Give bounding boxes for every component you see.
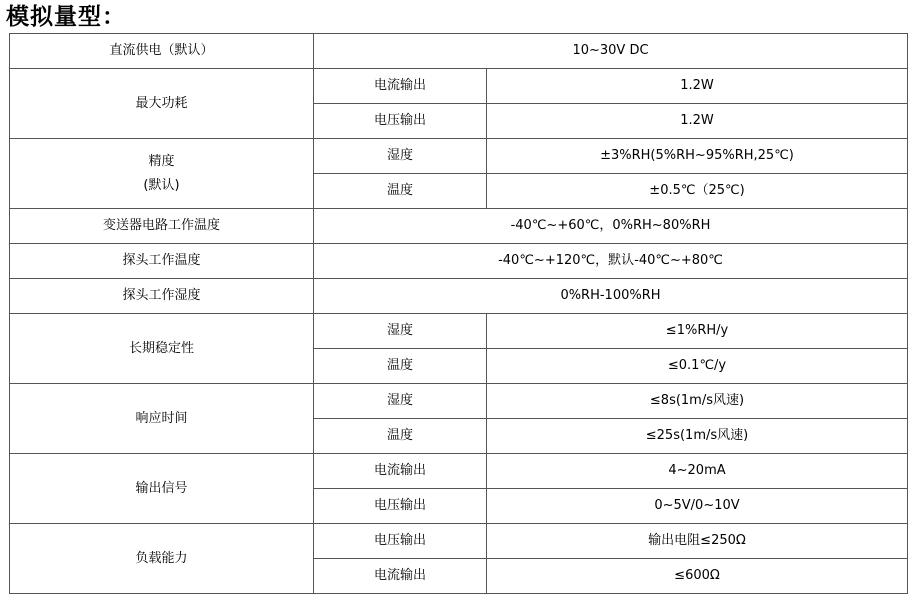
table-row-probe-humidity: [10, 279, 908, 314]
response-humidity-value: ≤8s(1m/s风速): [487, 384, 908, 419]
power-supply-label: 直流供电（默认）: [10, 34, 314, 69]
page-title: 模拟量型：: [6, 4, 126, 30]
probe-temp-value: -40℃~+120℃，默认-40℃~+80℃: [314, 244, 908, 279]
load-current-value: ≤600Ω: [487, 559, 908, 594]
accuracy-humidity-value: ±3%RH(5%RH~95%RH,25℃): [487, 139, 908, 174]
table-row-load-voltage: [10, 524, 908, 559]
load-label: 负载能力: [10, 524, 314, 594]
table-row-max-power-current: [10, 69, 908, 104]
table-row-output-current: [10, 454, 908, 489]
max-power-label: 最大功耗: [10, 69, 314, 139]
stability-temperature-value: ≤0.1℃/y: [487, 349, 908, 384]
probe-humidity-value: 0%RH-100%RH: [314, 279, 908, 314]
table-row-probe-temp: [10, 244, 908, 279]
response-humidity-label: 湿度: [314, 384, 487, 419]
table-row-response-humidity: [10, 384, 908, 419]
stability-humidity-label: 湿度: [314, 314, 487, 349]
accuracy-humidity-label: 湿度: [314, 139, 487, 174]
response-label: 响应时间: [10, 384, 314, 454]
output-voltage-value: 0~5V/0~10V: [487, 489, 908, 524]
load-voltage-value: 输出电阻≤250Ω: [487, 524, 908, 559]
spec-table: [9, 33, 908, 594]
output-voltage-label: 电压输出: [314, 489, 487, 524]
max-power-voltage-label: 电压输出: [314, 104, 487, 139]
power-supply-value: 10~30V DC: [314, 34, 908, 69]
max-power-current-label: 电流输出: [314, 69, 487, 104]
load-current-label: 电流输出: [314, 559, 487, 594]
accuracy-label-default: (默认): [143, 177, 180, 193]
load-voltage-label: 电压输出: [314, 524, 487, 559]
table-row-power-supply: [10, 34, 908, 69]
accuracy-label: 精度: [148, 153, 175, 169]
table-row-accuracy-humidity: [10, 139, 908, 174]
accuracy-temperature-value: ±0.5℃（25℃): [487, 174, 908, 209]
circuit-temp-value: -40℃~+60℃，0%RH~80%RH: [314, 209, 908, 244]
probe-humidity-label: 探头工作湿度: [10, 279, 314, 314]
stability-temperature-label: 温度: [314, 349, 487, 384]
response-temperature-label: 温度: [314, 419, 487, 454]
accuracy-temperature-label: 温度: [314, 174, 487, 209]
circuit-temp-label: 变送器电路工作温度: [10, 209, 314, 244]
accuracy-label-cell: [10, 139, 314, 209]
max-power-current-value: 1.2W: [487, 69, 908, 104]
stability-label: 长期稳定性: [10, 314, 314, 384]
probe-temp-label: 探头工作温度: [10, 244, 314, 279]
output-current-value: 4~20mA: [487, 454, 908, 489]
stability-humidity-value: ≤1%RH/y: [487, 314, 908, 349]
response-temperature-value: ≤25s(1m/s风速): [487, 419, 908, 454]
table-row-circuit-temp: [10, 209, 908, 244]
output-current-label: 电流输出: [314, 454, 487, 489]
table-row-stability-humidity: [10, 314, 908, 349]
output-label: 输出信号: [10, 454, 314, 524]
max-power-voltage-value: 1.2W: [487, 104, 908, 139]
